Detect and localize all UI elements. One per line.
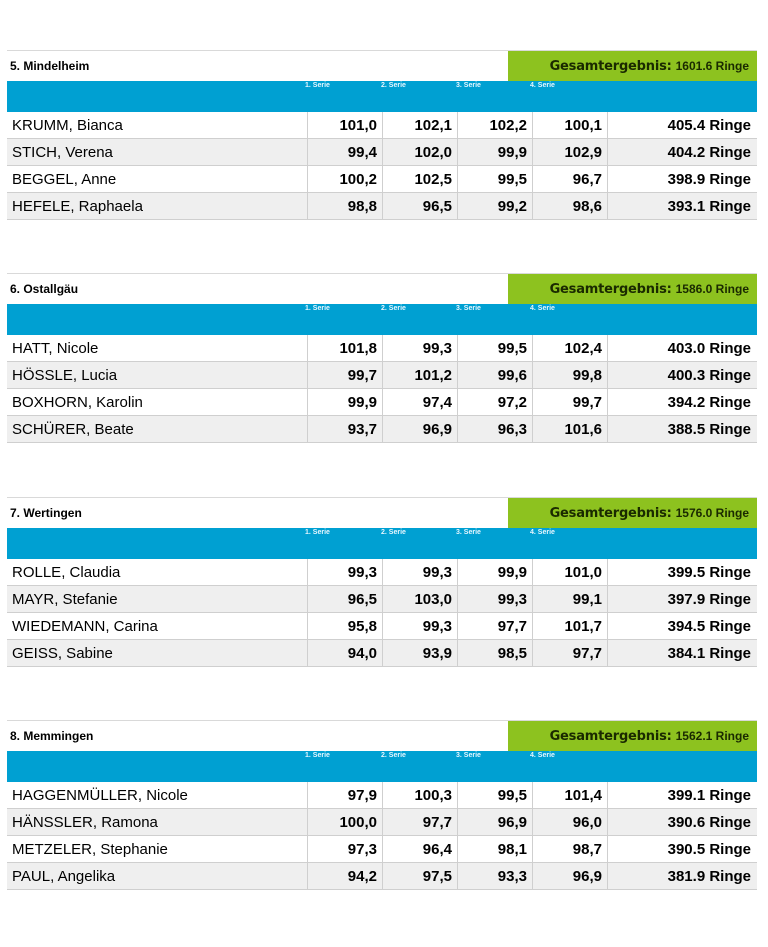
series-score: 97,5 — [382, 863, 457, 889]
shooter-name: HATT, Nicole — [12, 339, 99, 357]
series-score: 96,3 — [457, 416, 532, 442]
series-label: 4. Serie — [530, 82, 555, 89]
table-row — [7, 193, 757, 220]
table-row — [7, 416, 757, 443]
series-score: 99,1 — [532, 586, 607, 612]
series-score: 101,7 — [532, 613, 607, 639]
series-score: 99,3 — [382, 559, 457, 585]
series-score: 101,8 — [307, 335, 382, 361]
team-total-box — [508, 498, 757, 528]
series-label: 2. Serie — [381, 752, 406, 759]
shooter-total: 393.1 Ringe — [607, 193, 757, 219]
series-score: 98,5 — [457, 640, 532, 666]
series-score: 99,5 — [457, 166, 532, 192]
total-value: 1562.1 Ringe — [675, 729, 749, 743]
shooter-total: 398.9 Ringe — [607, 166, 757, 192]
series-score: 97,4 — [382, 389, 457, 415]
series-score: 99,9 — [307, 389, 382, 415]
series-score: 94,2 — [307, 863, 382, 889]
series-score: 96,9 — [457, 809, 532, 835]
team-block — [7, 720, 757, 890]
series-header-bar — [7, 528, 757, 559]
series-score: 96,0 — [532, 809, 607, 835]
total-label: Gesamtergebnis: — [549, 505, 672, 521]
series-score: 97,2 — [457, 389, 532, 415]
shooter-rows — [7, 112, 757, 220]
shooter-total: 399.1 Ringe — [607, 782, 757, 808]
shooter-total: 400.3 Ringe — [607, 362, 757, 388]
series-score: 99,2 — [457, 193, 532, 219]
series-score: 102,4 — [532, 335, 607, 361]
team-header — [7, 720, 757, 751]
shooter-total: 394.5 Ringe — [607, 613, 757, 639]
total-value: 1601.6 Ringe — [675, 59, 749, 73]
series-score: 93,7 — [307, 416, 382, 442]
team-name: 8. Memmingen — [10, 729, 94, 743]
team-header — [7, 50, 757, 81]
shooter-rows — [7, 335, 757, 443]
shooter-total: 381.9 Ringe — [607, 863, 757, 889]
shooter-total: 394.2 Ringe — [607, 389, 757, 415]
team-total-box — [508, 274, 757, 304]
series-score: 99,5 — [457, 335, 532, 361]
total-value: 1576.0 Ringe — [675, 506, 749, 520]
series-score: 101,6 — [532, 416, 607, 442]
shooter-name: HAGGENMÜLLER, Nicole — [12, 786, 188, 804]
table-row — [7, 139, 757, 166]
series-score: 96,9 — [382, 416, 457, 442]
series-score: 101,0 — [532, 559, 607, 585]
series-score: 98,7 — [532, 836, 607, 862]
table-row — [7, 640, 757, 667]
series-score: 101,2 — [382, 362, 457, 388]
series-score: 98,8 — [307, 193, 382, 219]
series-label: 4. Serie — [530, 529, 555, 536]
series-score: 99,8 — [532, 362, 607, 388]
shooter-total: 388.5 Ringe — [607, 416, 757, 442]
series-score: 99,3 — [307, 559, 382, 585]
shooter-name: GEISS, Sabine — [12, 644, 113, 662]
series-score: 97,3 — [307, 836, 382, 862]
series-score: 99,3 — [382, 335, 457, 361]
series-label: 3. Serie — [456, 82, 481, 89]
series-score: 100,3 — [382, 782, 457, 808]
shooter-total: 390.6 Ringe — [607, 809, 757, 835]
series-score: 99,3 — [382, 613, 457, 639]
table-row — [7, 809, 757, 836]
series-score: 99,3 — [457, 586, 532, 612]
team-name: 6. Ostallgäu — [10, 282, 79, 296]
team-block — [7, 497, 757, 667]
table-row — [7, 362, 757, 389]
shooter-name: BEGGEL, Anne — [12, 170, 117, 188]
series-score: 97,7 — [532, 640, 607, 666]
table-row — [7, 112, 757, 139]
series-label: 2. Serie — [381, 529, 406, 536]
shooter-total: 405.4 Ringe — [607, 112, 757, 138]
series-label: 3. Serie — [456, 305, 481, 312]
table-row — [7, 613, 757, 640]
series-label: 1. Serie — [305, 752, 330, 759]
shooter-rows — [7, 782, 757, 890]
series-score: 96,4 — [382, 836, 457, 862]
shooter-total: 403.0 Ringe — [607, 335, 757, 361]
shooter-name: HEFELE, Raphaela — [12, 197, 143, 215]
table-row — [7, 836, 757, 863]
shooter-total: 404.2 Ringe — [607, 139, 757, 165]
shooter-name: HÄNSSLER, Ramona — [12, 813, 158, 831]
series-label: 3. Serie — [456, 752, 481, 759]
series-score: 100,1 — [532, 112, 607, 138]
series-score: 99,7 — [307, 362, 382, 388]
team-name: 5. Mindelheim — [10, 59, 90, 73]
series-score: 98,6 — [532, 193, 607, 219]
table-row — [7, 389, 757, 416]
series-score: 102,5 — [382, 166, 457, 192]
series-score: 97,7 — [382, 809, 457, 835]
series-score: 96,7 — [532, 166, 607, 192]
series-score: 99,5 — [457, 782, 532, 808]
series-score: 97,9 — [307, 782, 382, 808]
series-header-bar — [7, 304, 757, 335]
series-score: 99,4 — [307, 139, 382, 165]
series-score: 101,0 — [307, 112, 382, 138]
series-score: 102,9 — [532, 139, 607, 165]
series-score: 93,3 — [457, 863, 532, 889]
shooter-total: 399.5 Ringe — [607, 559, 757, 585]
table-row — [7, 335, 757, 362]
shooter-name: KRUMM, Bianca — [12, 116, 123, 134]
shooter-name: STICH, Verena — [12, 143, 113, 161]
series-score: 100,0 — [307, 809, 382, 835]
series-label: 1. Serie — [305, 529, 330, 536]
table-row — [7, 166, 757, 193]
shooter-rows — [7, 559, 757, 667]
series-score: 102,1 — [382, 112, 457, 138]
series-label: 2. Serie — [381, 305, 406, 312]
series-score: 101,4 — [532, 782, 607, 808]
total-value: 1586.0 Ringe — [675, 282, 749, 296]
series-label: 1. Serie — [305, 305, 330, 312]
series-label: 4. Serie — [530, 305, 555, 312]
series-label: 4. Serie — [530, 752, 555, 759]
series-score: 96,5 — [382, 193, 457, 219]
series-score: 99,9 — [457, 559, 532, 585]
shooter-total: 384.1 Ringe — [607, 640, 757, 666]
team-total-box — [508, 721, 757, 751]
series-score: 96,5 — [307, 586, 382, 612]
table-row — [7, 586, 757, 613]
total-label: Gesamtergebnis: — [549, 281, 672, 297]
team-block — [7, 273, 757, 443]
series-score: 102,2 — [457, 112, 532, 138]
shooter-total: 397.9 Ringe — [607, 586, 757, 612]
shooter-name: MAYR, Stefanie — [12, 590, 118, 608]
table-row — [7, 863, 757, 890]
series-score: 94,0 — [307, 640, 382, 666]
team-name: 7. Wertingen — [10, 506, 82, 520]
series-score: 96,9 — [532, 863, 607, 889]
table-row — [7, 559, 757, 586]
shooter-name: PAUL, Angelika — [12, 867, 116, 885]
shooter-name: HÖSSLE, Lucia — [12, 366, 118, 384]
shooter-name: METZELER, Stephanie — [12, 840, 168, 858]
shooter-total: 390.5 Ringe — [607, 836, 757, 862]
series-score: 95,8 — [307, 613, 382, 639]
series-score: 100,2 — [307, 166, 382, 192]
team-header — [7, 497, 757, 528]
table-row — [7, 782, 757, 809]
series-score: 103,0 — [382, 586, 457, 612]
series-label: 3. Serie — [456, 529, 481, 536]
series-score: 99,7 — [532, 389, 607, 415]
shooter-name: ROLLE, Claudia — [12, 563, 121, 581]
series-score: 99,6 — [457, 362, 532, 388]
total-label: Gesamtergebnis: — [549, 58, 672, 74]
team-block — [7, 50, 757, 220]
series-header-bar — [7, 81, 757, 112]
series-score: 98,1 — [457, 836, 532, 862]
series-score: 102,0 — [382, 139, 457, 165]
team-header — [7, 273, 757, 304]
series-score: 93,9 — [382, 640, 457, 666]
total-label: Gesamtergebnis: — [549, 728, 672, 744]
series-label: 2. Serie — [381, 82, 406, 89]
series-label: 1. Serie — [305, 82, 330, 89]
series-header-bar — [7, 751, 757, 782]
team-total-box — [508, 51, 757, 81]
shooter-name: SCHÜRER, Beate — [12, 420, 134, 438]
series-score: 97,7 — [457, 613, 532, 639]
series-score: 99,9 — [457, 139, 532, 165]
shooter-name: WIEDEMANN, Carina — [12, 617, 158, 635]
shooter-name: BOXHORN, Karolin — [12, 393, 143, 411]
